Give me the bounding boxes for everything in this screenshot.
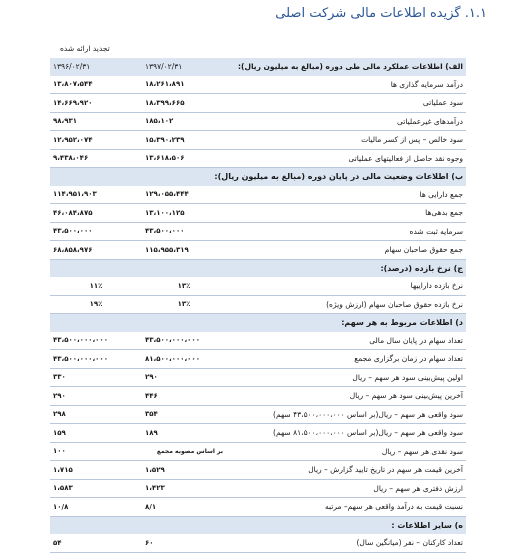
table-row: [50, 295, 466, 314]
table-row: [50, 534, 466, 552]
value-1396: ۱،۷۱۵: [50, 461, 142, 480]
row-label: وجوه نقد حاصل از فعالیتهای عملیاتی: [226, 149, 466, 168]
value-1397: ۴۳،۵۰۰،۰۰۰،۰۰۰: [142, 332, 226, 350]
value-1396: ۱۰۰: [50, 442, 142, 461]
table-row: [50, 241, 466, 260]
table-row: [50, 94, 466, 113]
value-1397: ۱۱۵،۹۵۵،۳۱۹: [142, 241, 226, 260]
value-1397: ۸/۱: [142, 498, 226, 517]
value-1396: ۱۹٪: [50, 295, 142, 314]
value-1397: ۱۳،۶۱۸،۵۰۶: [142, 149, 226, 168]
table-row: [50, 405, 466, 424]
section-title-e: ه) سایر اطلاعات :: [50, 516, 466, 534]
row-label: نرخ بازده حقوق صاحبان سهام (ارزش ویژه): [226, 295, 466, 314]
table-row: [50, 112, 466, 131]
value-1397: ۴۴۶: [142, 387, 226, 406]
section-title-a: الف) اطلاعات عملکرد مالی طی دوره (مبالغ به میلیون ریال):: [226, 58, 466, 76]
table-row: [50, 387, 466, 406]
financial-summary-table: [50, 58, 466, 553]
restated-note: تجدید ارائه شده: [60, 44, 110, 53]
row-label: سود نقدی هر سهم – ریال: [226, 442, 466, 461]
value-1396: ۹،۴۳۸،۰۴۶: [50, 149, 142, 168]
row-label: سود واقعی هر سهم – ریال(بر اساس ۸۱،۵۰۰،۰۰۰،۰۰۰ سهم): [226, 424, 466, 443]
table-row: [50, 149, 466, 168]
value-1397: ۱،۴۲۳: [142, 479, 226, 498]
row-label: جمع دارایی ها: [226, 186, 466, 204]
row-label: آخرین قیمت هر سهم در تاریخ تایید گزارش – ریال: [226, 461, 466, 480]
row-label: نرخ بازده داراییها: [226, 277, 466, 295]
value-1396: ۴۳،۵۰۰،۰۰۰،۰۰۰: [50, 350, 142, 369]
section-title-d: د) اطلاعات مربوط به هر سهم:: [50, 314, 466, 332]
table-row: [50, 442, 466, 461]
value-1396: ۶۸،۸۵۸،۹۷۶: [50, 241, 142, 260]
value-1397: ۱۳٪: [142, 295, 226, 314]
value-1397: ۱۳٪: [142, 277, 226, 295]
value-1396: ۲۹۰: [50, 387, 142, 406]
row-label: سرمایه ثبت شده: [226, 222, 466, 241]
table-row: [50, 368, 466, 387]
column-header-1396: ۱۳۹۶/۰۲/۳۱: [50, 58, 142, 76]
value-1396: ۴۳،۵۰۰،۰۰۰،۰۰۰: [50, 332, 142, 350]
value-1397: ۱۸،۲۶۱،۸۹۱: [142, 76, 226, 94]
table-row: [50, 350, 466, 369]
table-row: [50, 277, 466, 295]
value-1396: ۱۵۹: [50, 424, 142, 443]
value-1397: ۱،۵۲۹: [142, 461, 226, 480]
row-label: درآمد سرمایه گذاری ها: [226, 76, 466, 94]
value-1397: ۴۳،۵۰۰،۰۰۰: [142, 222, 226, 241]
row-label: نسبت قیمت به درآمد واقعی هر سهم– مرتبه: [226, 498, 466, 517]
row-label: جمع حقوق صاحبان سهام: [226, 241, 466, 260]
row-label: درآمدهای غیرعملیاتی: [226, 112, 466, 131]
value-1397: ۱۳،۱۰۰،۱۲۵: [142, 204, 226, 223]
value-1396: ۴۶،۰۸۴،۸۷۵: [50, 204, 142, 223]
section-header-e: [50, 516, 466, 534]
document-title: ۱.۱. گزیده اطلاعات مالی شرکت اصلی: [275, 6, 487, 21]
value-1397: ۸۱،۵۰۰،۰۰۰،۰۰۰: [142, 350, 226, 369]
row-label: آخرین پیش‌بینی سود هر سهم – ریال: [226, 387, 466, 406]
value-1396: ۱۰/۸: [50, 498, 142, 517]
section-header-b: [50, 168, 466, 186]
table-row: [50, 222, 466, 241]
value-1396: ۱،۵۸۳: [50, 479, 142, 498]
value-1396: ۱۳،۸۰۷،۵۴۴: [50, 76, 142, 94]
table-row: [50, 479, 466, 498]
value-1397: ۱۸۵،۱۰۲: [142, 112, 226, 131]
row-label: جمع بدهی‌ها: [226, 204, 466, 223]
table-row: [50, 76, 466, 94]
section-title-b: ب) اطلاعات وضعیت مالی در پایان دوره (مبالغ به میلیون ریال):: [50, 168, 466, 186]
value-1396: ۵۴: [50, 534, 142, 552]
value-1397: ۱۸۹: [142, 424, 226, 443]
value-1396: ۲۹۸: [50, 405, 142, 424]
value-1397: ۱۸،۳۹۹،۶۶۵: [142, 94, 226, 113]
table-row: [50, 498, 466, 517]
row-label: تعداد کارکنان – نفر (میانگین سال): [226, 534, 466, 552]
table-row: [50, 332, 466, 350]
table-row: [50, 186, 466, 204]
row-label: سود خالص – پس از کسر مالیات: [226, 131, 466, 150]
value-1396: ۱۲،۹۵۲،۰۷۴: [50, 131, 142, 150]
section-header-d: [50, 314, 466, 332]
value-1396: ۱۱٪: [50, 277, 142, 295]
value-1397: ۱۲۹،۰۵۵،۴۴۴: [142, 186, 226, 204]
row-label: تعداد سهام در زمان برگزاری مجمع: [226, 350, 466, 369]
value-1396: ۳۳۰: [50, 368, 142, 387]
table-row: [50, 131, 466, 150]
column-header-1397: ۱۳۹۷/۰۲/۳۱: [142, 58, 226, 76]
value-1397: ۱۵،۳۹۰،۲۳۹: [142, 131, 226, 150]
section-header-a: [50, 58, 466, 76]
value-1396: ۴۳،۵۰۰،۰۰۰: [50, 222, 142, 241]
row-label: تعداد سهام در پایان سال مالی: [226, 332, 466, 350]
value-1397: ۳۵۴: [142, 405, 226, 424]
row-label: اولین پیش‌بینی سود هر سهم – ریال: [226, 368, 466, 387]
row-label: سود عملیاتی: [226, 94, 466, 113]
table-row: [50, 424, 466, 443]
value-1397: بر اساس مصوبه مجمع: [142, 442, 226, 461]
table-row: [50, 461, 466, 480]
section-title-c: ج) نرخ بازده (درصد):: [50, 259, 466, 277]
value-1396: ۹۸،۹۳۱: [50, 112, 142, 131]
value-1397: ۲۹۰: [142, 368, 226, 387]
value-1396: ۱۱۴،۹۵۱،۹۰۳: [50, 186, 142, 204]
value-1396: ۱۴،۶۶۹،۹۲۰: [50, 94, 142, 113]
value-1397: ۶۰: [142, 534, 226, 552]
row-label: سود واقعی هر سهم – ریال(بر اساس ۴۳،۵۰۰،۰۰۰،۰۰۰ سهم): [226, 405, 466, 424]
section-header-c: [50, 259, 466, 277]
table-row: [50, 204, 466, 223]
row-label: ارزش دفتری هر سهم – ریال: [226, 479, 466, 498]
